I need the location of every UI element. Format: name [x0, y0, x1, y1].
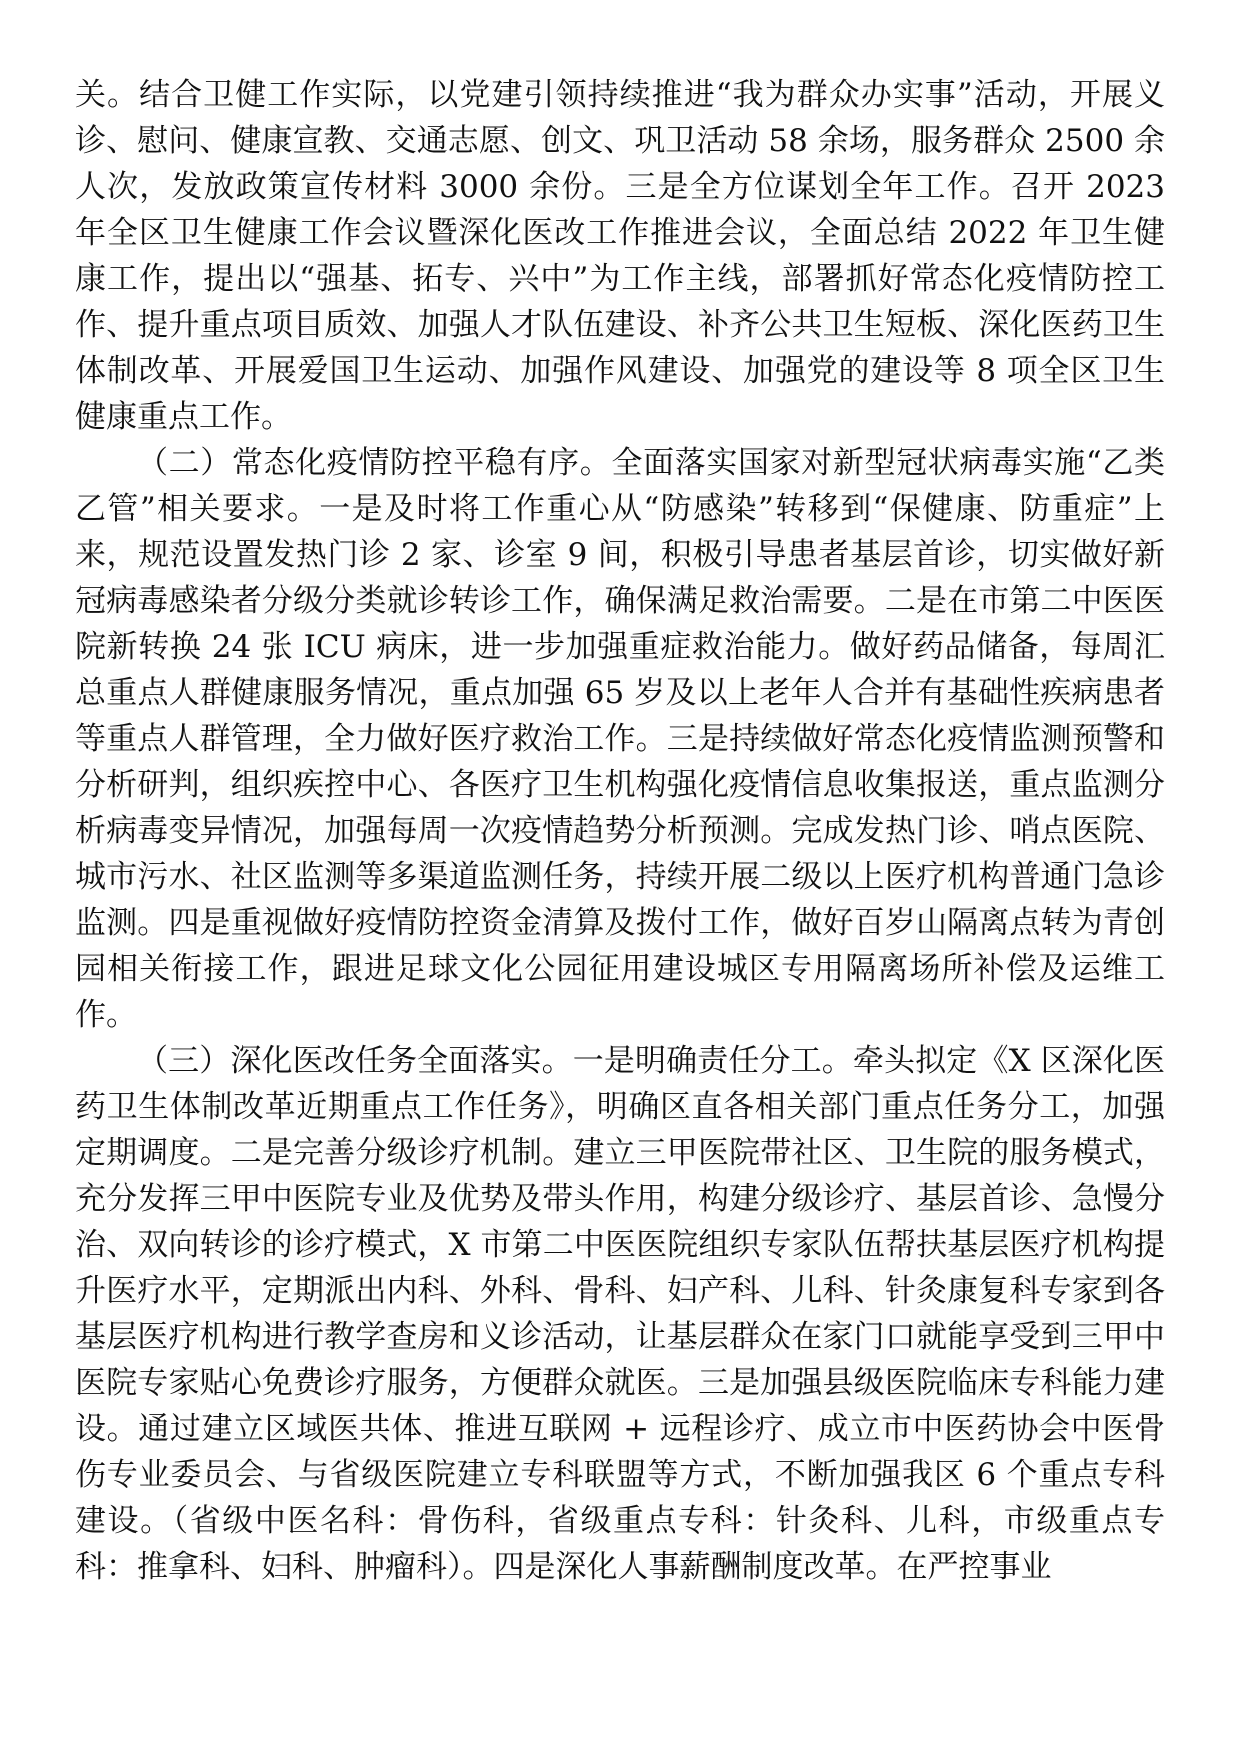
document-page [75, 72, 1165, 1590]
paragraph-medical-reform: （三）深化医改任务全面落实。一是明确责任分工。牵头拟定《X 区深化医药卫生体制改革近期重点工作任务》，明确区直各相关部门重点任务分工，加强定期调度。二是完善分级诊疗机制。建立三甲医院带社区、卫生院的服务模式，充分发挥三甲中医院专业及优势及带头作用，构建分级诊疗、基层首诊、急慢分治、双向转诊的诊疗模式，X 市第二中医医院组织专家队伍帮扶基层医疗机构提升医疗水平，定期派出内科、外科、骨科、妇产科、儿科、针灸康复科专家到各基层医疗机构进行教学查房和义诊活动，让基层群众在家门口就能享受到三甲中医院专家贴心免费诊疗服务，方便群众就医。三是加强县级医院临床专科能力建设。通过建立区域医共体、推进互联网 + 远程诊疗、成立市中医药协会中医骨伤专业委员会、与省级医院建立专科联盟等方式，不断加强我区 6 个重点专科建设。（省级中医名科：骨伤科，省级重点专科：针灸科、儿科，市级重点专科：推拿科、妇科、肿瘤科）。四是深化人事薪酬制度改革。在严控事业 [75, 1043, 1165, 1585]
paragraph-continued: 关。结合卫健工作实际，以党建引领持续推进“我为群众办实事”活动，开展义诊、慰问、健康宣教、交通志愿、创文、巩卫活动 58 余场，服务群众 2500 余人次，发放政策宣传材料 3000 余份。三是全方位谋划全年工作。召开 2023 年全区卫生健康工作会议暨深化医改工作推进会议，全面总结 2022 年卫生健康工作，提出以“强基、拓专、兴中”为工作主线，部署抓好常态化疫情防控工作、提升重点项目质效、加强人才队伍建设、补齐公共卫生短板、深化医药卫生体制改革、开展爱国卫生运动、加强作风建设、加强党的建设等 8 项全区卫生健康重点工作。 [75, 77, 1165, 435]
paragraph-epidemic-control: （二）常态化疫情防控平稳有序。全面落实国家对新型冠状病毒实施“乙类乙管”相关要求。一是及时将工作重心从“防感染”转移到“保健康、防重症”上来，规范设置发热门诊 2 家、诊室 9 间，积极引导患者基层首诊，切实做好新冠病毒感染者分级分类就诊转诊工作，确保满足救治需要。二是在市第二中医医院新转换 24 张 ICU 病床，进一步加强重症救治能力。做好药品储备，每周汇总重点人群健康服务情况，重点加强 65 岁及以上老年人合并有基础性疾病患者等重点人群管理，全力做好医疗救治工作。三是持续做好常态化疫情监测预警和分析研判，组织疾控中心、各医疗卫生机构强化疫情信息收集报送，重点监测分析病毒变异情况，加强每周一次疫情趋势分析预测。完成发热门诊、哨点医院、城市污水、社区监测等多渠道监测任务，持续开展二级以上医疗机构普通门急诊监测。四是重视做好疫情防控资金清算及拨付工作，做好百岁山隔离点转为青创园相关衔接工作，跟进足球文化公园征用建设城区专用隔离场所补偿及运维工作。 [75, 445, 1165, 1033]
